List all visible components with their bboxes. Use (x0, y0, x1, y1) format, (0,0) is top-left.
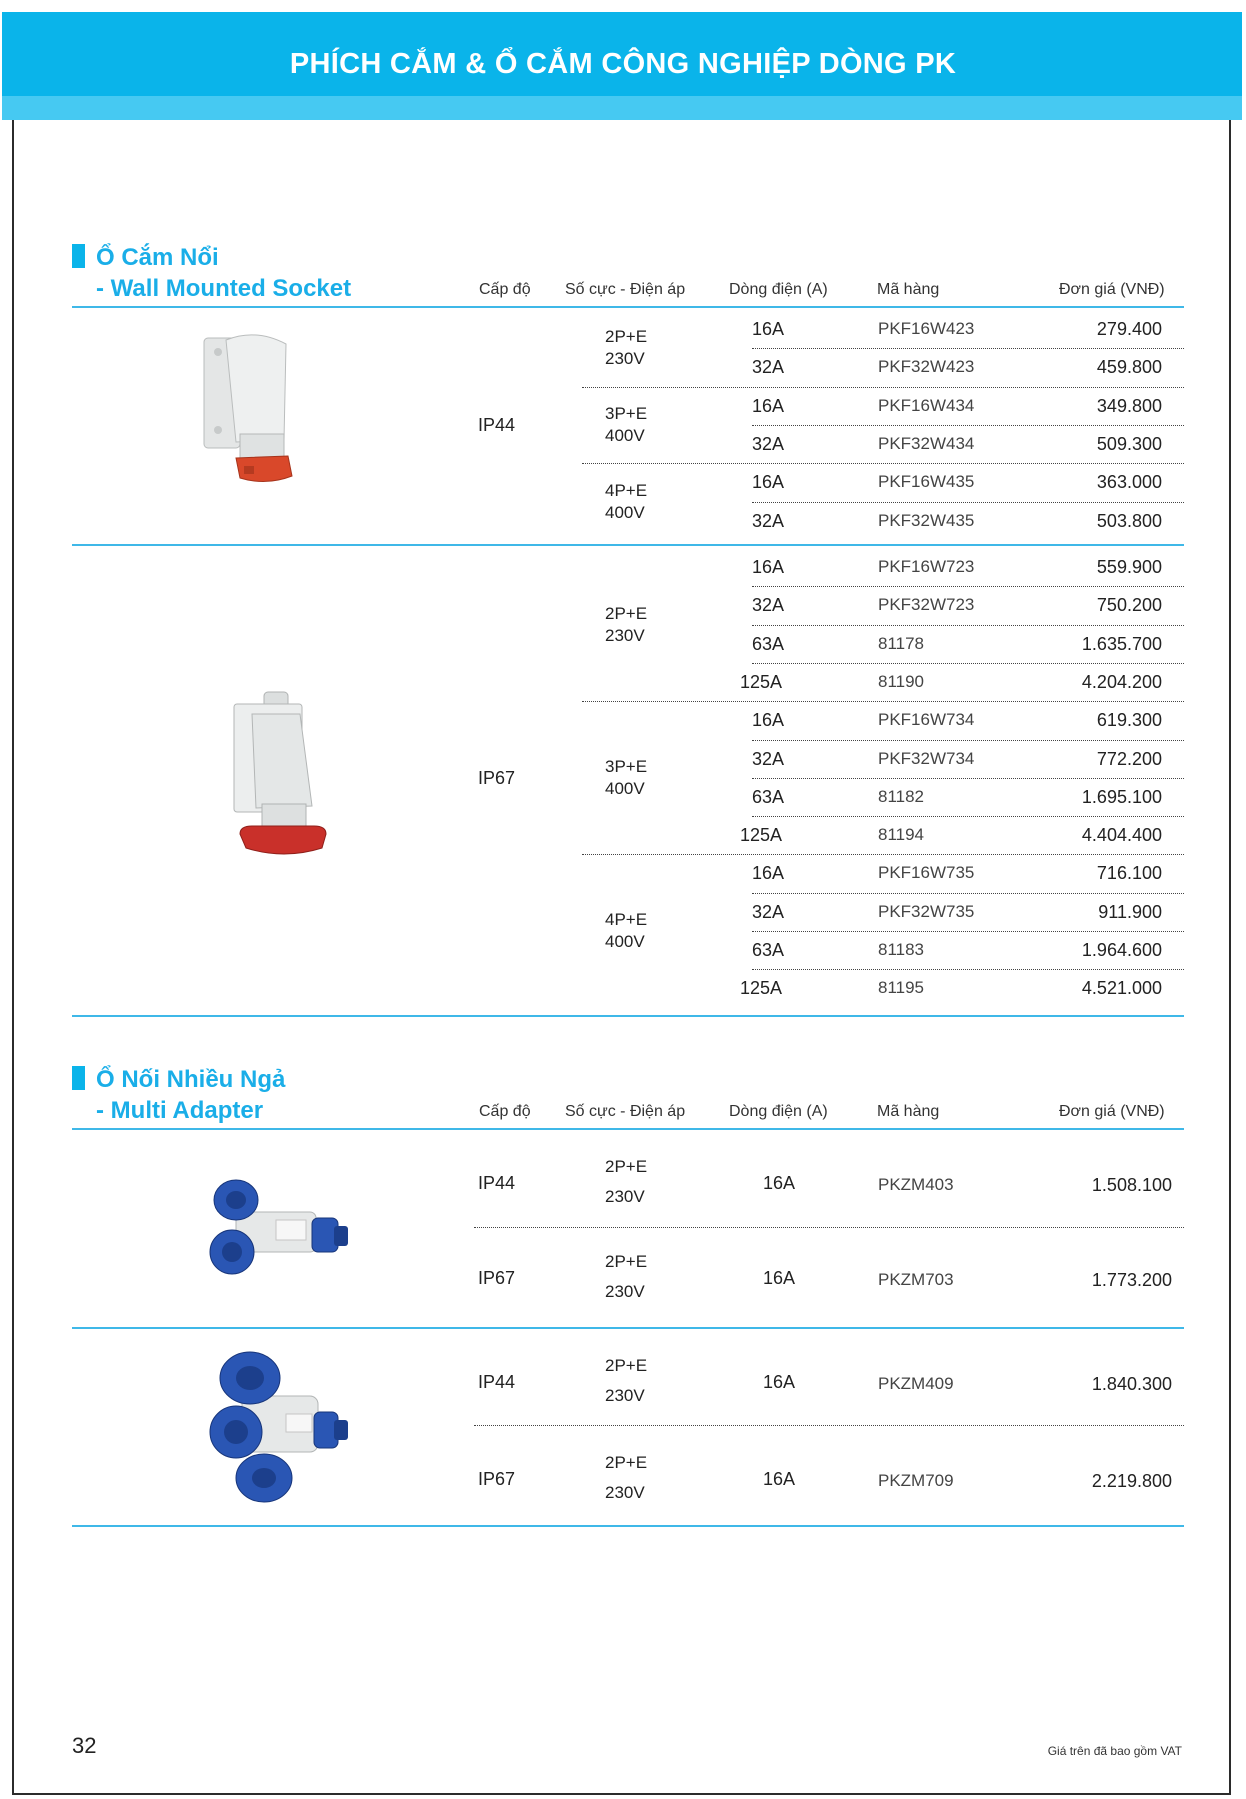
product-code-cell: PKZM403 (878, 1175, 954, 1194)
pole-label: 2P+E (605, 1356, 648, 1375)
multi-adapter-2way-image (206, 1178, 356, 1282)
header-rule (72, 1128, 1184, 1130)
current-cell: 16A (752, 319, 785, 339)
current-cell: 32A (752, 748, 785, 769)
price-cell: 349.800 (1096, 395, 1162, 416)
vat-note: Giá trên đã bao gồm VAT (1047, 1744, 1182, 1758)
pole-label: 2P+E (605, 327, 648, 347)
wall-socket-ip67-image (226, 688, 336, 868)
product-code-cell: PKF16W423 (878, 319, 975, 338)
row-divider (752, 931, 1184, 932)
voltage-label: 230V (605, 1187, 645, 1206)
price-cell: 509.300 (1096, 433, 1162, 454)
current-cell: 32A (752, 901, 785, 922)
product-code-cell: PKZM409 (878, 1374, 954, 1393)
row-divider (752, 969, 1184, 970)
protection-level: IP67 (478, 767, 516, 788)
product-code-cell: 81182 (878, 786, 925, 806)
group-divider (72, 544, 1184, 546)
current-cell: 16A (752, 863, 785, 884)
price-cell: 750.200 (1096, 595, 1162, 616)
price-cell: 1.635.700 (1081, 633, 1162, 654)
product-code-cell: PKF16W723 (878, 557, 975, 576)
price-cell: 1.695.100 (1081, 786, 1162, 807)
protection-level: IP67 (478, 1469, 516, 1489)
current-cell: 125A (740, 978, 783, 999)
pole-label: 4P+E (605, 480, 648, 500)
current-cell: 63A (752, 786, 785, 807)
price-cell: 716.100 (1096, 863, 1162, 884)
pole-divider (582, 701, 1184, 702)
page-title: PHÍCH CẮM & Ổ CẮM CÔNG NGHIỆP DÒNG PK (289, 48, 957, 80)
protection-level: IP44 (478, 1372, 516, 1392)
product-code-cell: 81194 (878, 825, 925, 845)
page-number: 32 (72, 1733, 97, 1758)
group-divider (72, 1327, 1184, 1329)
section-marker (72, 244, 85, 268)
section-title: Ổ Cắm Nổi (96, 244, 219, 271)
column-header-code: Mã hàng (877, 1103, 940, 1120)
price-cell: 459.800 (1096, 357, 1162, 378)
column-header-pole: Số cực - Điện áp (565, 281, 686, 298)
voltage-label: 400V (605, 502, 645, 522)
current-cell: 16A (763, 1268, 796, 1288)
column-header-price: Đơn giá (VNĐ) (1059, 1103, 1165, 1120)
current-cell: 32A (752, 357, 785, 378)
row-divider (752, 778, 1184, 779)
row-divider (752, 348, 1184, 349)
product-code-cell: PKF32W435 (878, 510, 975, 530)
row-divider (752, 740, 1184, 741)
current-cell: 32A (752, 595, 785, 616)
pole-label: 2P+E (605, 1157, 648, 1176)
voltage-label: 230V (605, 1386, 645, 1405)
protection-level: IP44 (478, 1173, 516, 1193)
current-cell: 16A (752, 395, 785, 416)
voltage-label: 230V (605, 349, 645, 369)
column-header-level: Cấp độ (479, 1103, 531, 1120)
product-code-cell: PKZM709 (878, 1471, 954, 1490)
price-cell: 2.219.800 (1091, 1471, 1172, 1491)
product-code-cell: 81195 (878, 978, 925, 998)
column-header-current: Dòng điện (A) (729, 1103, 828, 1120)
price-cell: 503.800 (1096, 510, 1162, 531)
voltage-label: 230V (605, 1483, 645, 1502)
protection-level: IP44 (478, 414, 516, 435)
price-cell: 1.508.100 (1091, 1175, 1172, 1195)
pole-label: 2P+E (605, 603, 648, 623)
section-subtitle: - Multi Adapter (96, 1097, 264, 1124)
voltage-label: 400V (605, 778, 645, 798)
column-header-price: Đơn giá (VNĐ) (1059, 281, 1165, 298)
pole-label: 2P+E (605, 1252, 648, 1271)
current-cell: 16A (752, 710, 785, 731)
price-cell: 1.964.600 (1081, 940, 1162, 960)
product-code-cell: PKZM703 (878, 1270, 954, 1289)
price-cell: 4.404.400 (1081, 825, 1162, 846)
product-code-cell: PKF32W434 (878, 433, 975, 453)
pole-divider (582, 854, 1184, 855)
price-cell: 4.521.000 (1081, 978, 1162, 999)
header-band (2, 96, 1242, 120)
price-cell: 1.840.300 (1091, 1374, 1172, 1394)
pole-divider (582, 387, 1184, 388)
current-cell: 16A (763, 1469, 796, 1489)
column-header-code: Mã hàng (877, 281, 940, 298)
pole-label: 2P+E (605, 1453, 648, 1472)
current-cell: 32A (752, 433, 785, 454)
price-cell: 619.300 (1096, 710, 1162, 731)
product-code-cell: PKF32W735 (878, 901, 975, 921)
section-subtitle: - Wall Mounted Socket (96, 275, 352, 302)
section-end-rule (72, 1015, 1184, 1017)
row-divider (752, 586, 1184, 587)
price-cell: 4.204.200 (1081, 671, 1162, 692)
price-cell: 559.900 (1096, 557, 1162, 577)
price-cell: 1.773.200 (1091, 1270, 1172, 1290)
current-cell: 16A (752, 557, 785, 577)
current-cell: 63A (752, 940, 785, 960)
header-rule (72, 306, 1184, 308)
voltage-label: 400V (605, 425, 645, 445)
product-code-cell: PKF32W723 (878, 595, 975, 615)
price-cell: 911.900 (1098, 901, 1162, 922)
protection-level: IP67 (478, 1268, 516, 1288)
current-cell: 16A (763, 1173, 796, 1193)
voltage-label: 230V (605, 1282, 645, 1301)
product-code-cell: PKF16W734 (878, 710, 975, 730)
pole-label: 3P+E (605, 756, 648, 776)
column-header-current: Dòng điện (A) (729, 281, 828, 298)
product-code-cell: PKF32W423 (878, 357, 975, 377)
current-cell: 32A (752, 510, 785, 531)
pole-label: 3P+E (605, 403, 648, 423)
product-code-cell: PKF16W435 (878, 472, 975, 492)
pole-divider (582, 463, 1184, 464)
price-cell: 279.400 (1096, 319, 1162, 339)
price-cell: 363.000 (1096, 472, 1162, 493)
current-cell: 16A (763, 1372, 796, 1392)
pole-label: 4P+E (605, 910, 648, 929)
row-divider (474, 1425, 1184, 1426)
multi-adapter-3way-image (206, 1348, 356, 1508)
column-header-pole: Số cực - Điện áp (565, 1103, 686, 1120)
product-code-cell: 81183 (878, 940, 925, 959)
product-code-cell: 81178 (878, 633, 925, 653)
row-divider (752, 625, 1184, 626)
section-marker (72, 1066, 85, 1090)
product-code-cell: PKF32W734 (878, 748, 975, 768)
current-cell: 16A (752, 472, 785, 493)
row-divider (752, 893, 1184, 894)
section-end-rule (72, 1525, 1184, 1527)
row-divider (752, 502, 1184, 503)
row-divider (474, 1227, 1184, 1228)
current-cell: 125A (740, 825, 783, 846)
current-cell: 125A (740, 671, 783, 692)
product-code-cell: PKF16W735 (878, 863, 975, 883)
row-divider (752, 816, 1184, 817)
column-header-level: Cấp độ (479, 281, 531, 298)
section-title: Ổ Nối Nhiều Ngả (96, 1066, 286, 1093)
row-divider (752, 663, 1184, 664)
row-divider (752, 425, 1184, 426)
product-code-cell: 81190 (878, 671, 925, 691)
voltage-label: 400V (605, 932, 645, 951)
voltage-label: 230V (605, 625, 645, 645)
wall-socket-ip44-image (196, 330, 336, 486)
product-code-cell: PKF16W434 (878, 395, 975, 415)
current-cell: 63A (752, 633, 785, 654)
price-cell: 772.200 (1096, 748, 1162, 769)
